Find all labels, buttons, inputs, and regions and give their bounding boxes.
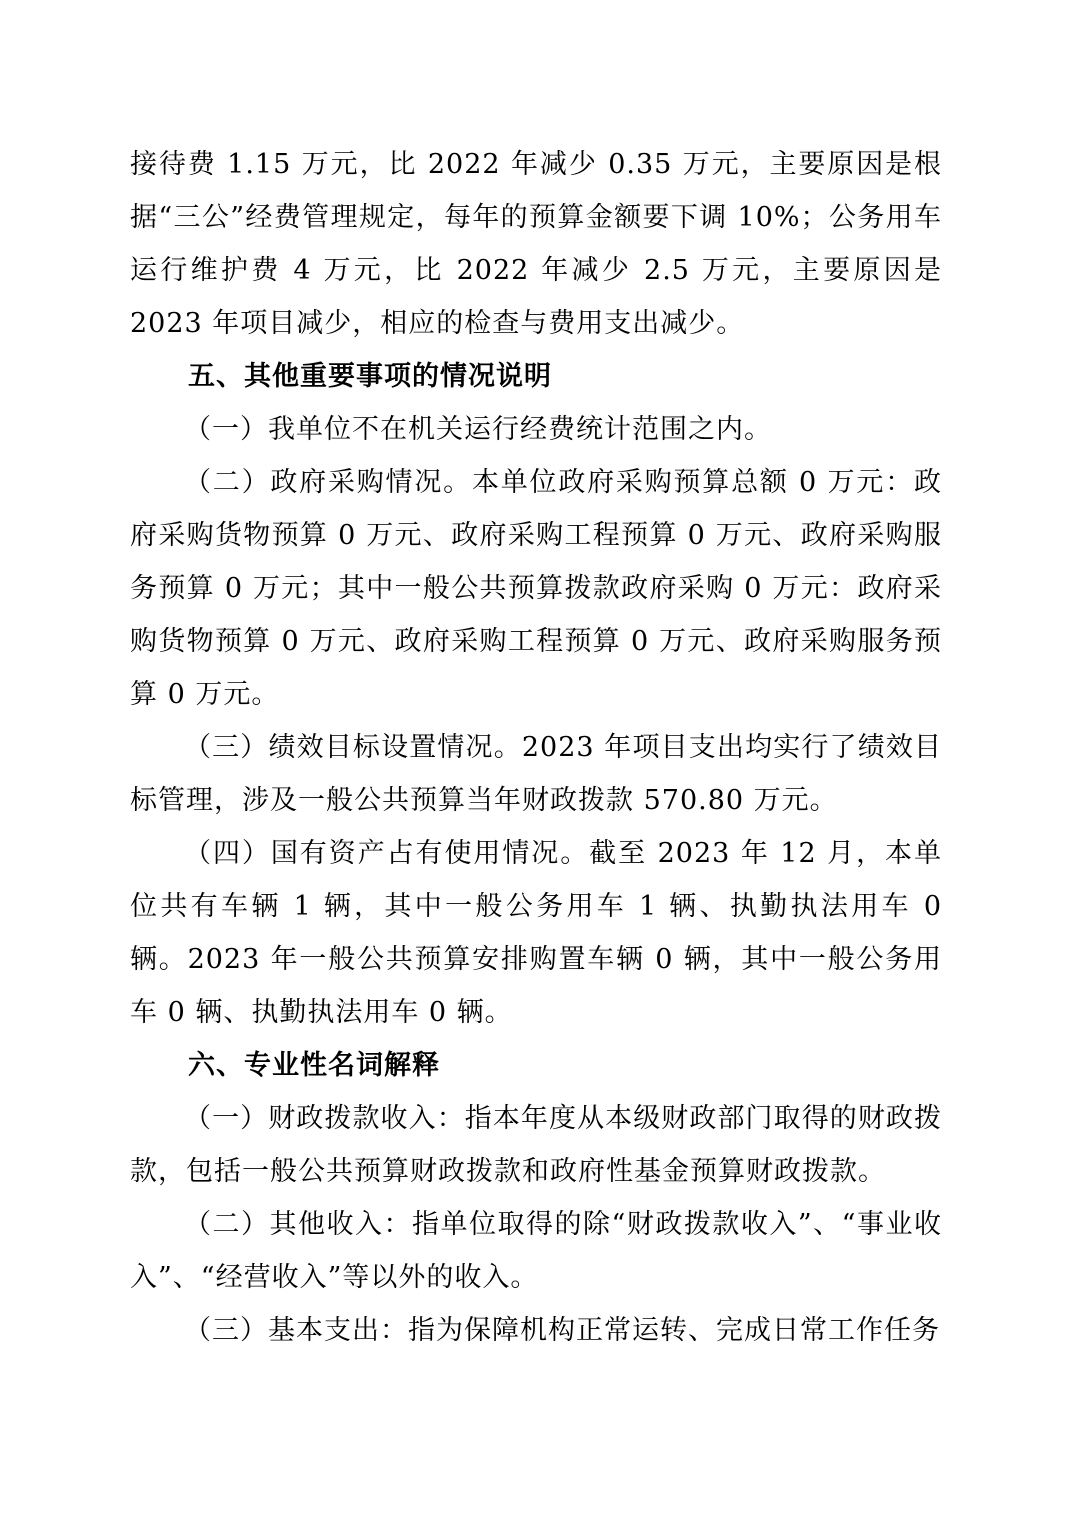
paragraph-government-procurement: （二）政府采购情况。本单位政府采购预算总额 0 万元：政府采购货物预算 0 万元、政府采购工程预算 0 万元、政府采购服务预算 0 万元；其中一般公共预算拨款政府采购 0 万元：政府采购货物预算 0 万元、政府采购工程预算 0 万元、政府采购服务预算 0 万元。 [130, 467, 942, 710]
paragraph-operating-expenses: （一）我单位不在机关运行经费统计范围之内。 [184, 414, 772, 445]
section-heading-other-matters: 五、其他重要事项的情况说明 [188, 361, 552, 392]
paragraph-performance-targets: （三）绩效目标设置情况。2023 年项目支出均实行了绩效目标管理，涉及一般公共预算当年财政拨款 570.80 万元。 [130, 732, 942, 816]
document-page [130, 138, 942, 1357]
paragraph-reception-continuation: 接待费 1.15 万元，比 2022 年减少 0.35 万元，主要原因是根据“三公”经费管理规定，每年的预算金额要下调 10%；公务用车运行维护费 4 万元，比 2022 年减少 2.5 万元，主要原因是 2023 年项目减少，相应的检查与费用支出减少。 [130, 149, 942, 339]
paragraph-basic-expenditure: （三）基本支出：指为保障机构正常运转、完成日常工作任务 [184, 1315, 940, 1346]
paragraph-state-assets: （四）国有资产占有使用情况。截至 2023 年 12 月，本单位共有车辆 1 辆，其中一般公务用车 1 辆、执勤执法用车 0 辆。2023 年一般公共预算安排购置车辆 0 辆，其中一般公务用车 0 辆、执勤执法用车 0 辆。 [130, 838, 942, 1028]
paragraph-other-income: （二）其他收入：指单位取得的除“财政拨款收入”、“事业收入”、“经营收入”等以外的收入。 [130, 1209, 942, 1293]
paragraph-fiscal-appropriation-income: （一）财政拨款收入：指本年度从本级财政部门取得的财政拨款，包括一般公共预算财政拨款和政府性基金预算财政拨款。 [130, 1103, 942, 1187]
section-heading-terminology: 六、专业性名词解释 [188, 1050, 440, 1081]
